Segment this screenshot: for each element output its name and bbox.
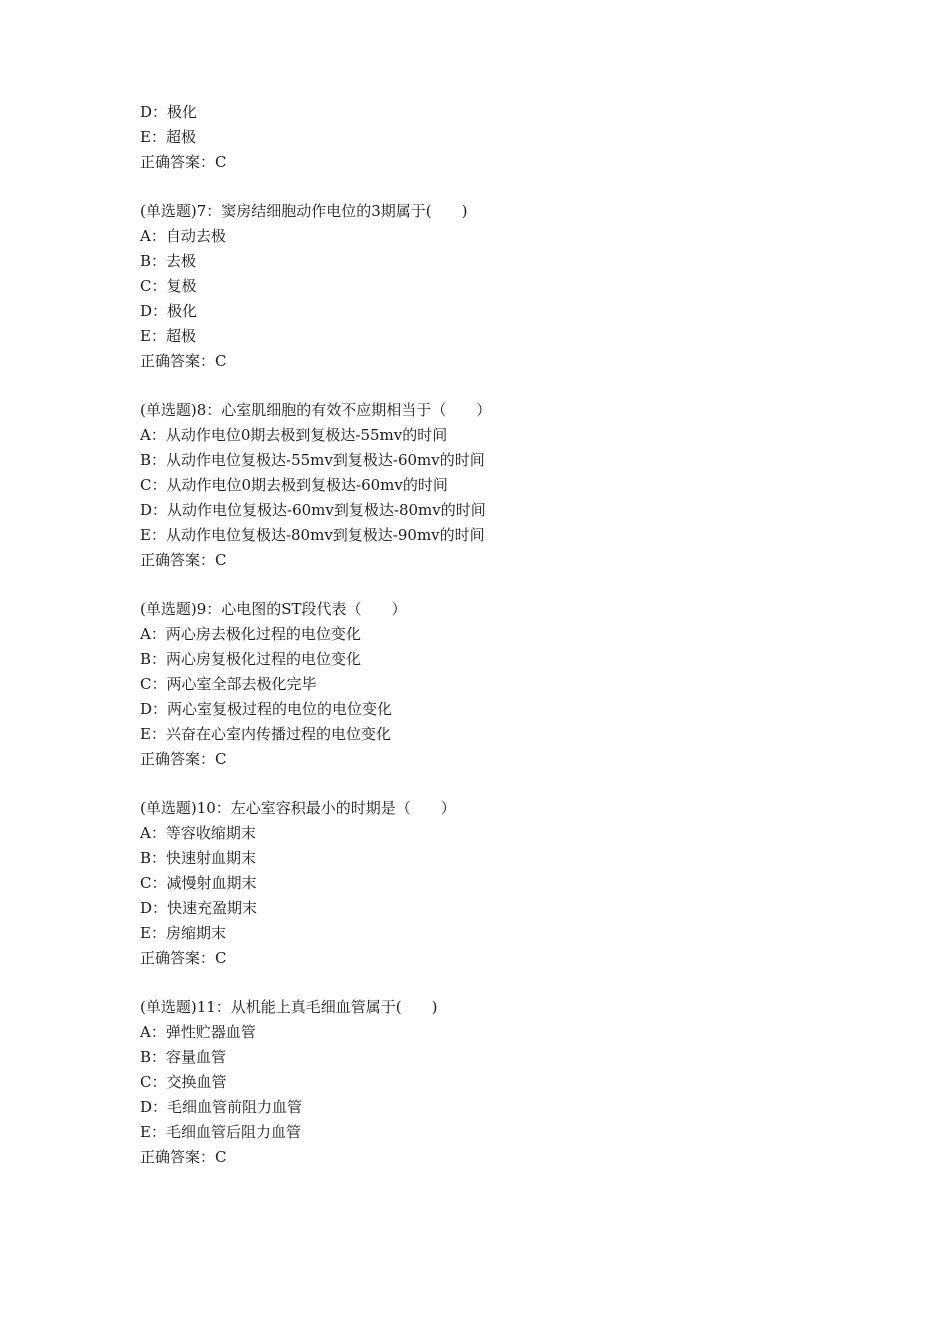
option-c: C：减慢射血期末 bbox=[140, 874, 257, 892]
spacer bbox=[140, 772, 840, 796]
option-a: A：两心房去极化过程的电位变化 bbox=[140, 625, 361, 643]
option-d: D：极化 bbox=[140, 302, 198, 320]
option-e: E：超极 bbox=[140, 128, 196, 146]
option-a: A：自动去极 bbox=[140, 227, 226, 245]
answer-line: 正确答案：C bbox=[140, 153, 227, 171]
spacer bbox=[140, 175, 840, 199]
option-b: B：两心房复极化过程的电位变化 bbox=[140, 650, 362, 668]
question-stem: (单选题)9：心电图的ST段代表（ ） bbox=[140, 600, 407, 618]
answer-line: 正确答案：C bbox=[140, 352, 227, 370]
option-e: E：兴奋在心室内传播过程的电位变化 bbox=[140, 725, 391, 743]
question-block-10 bbox=[140, 796, 840, 971]
option-a: A：弹性贮器血管 bbox=[140, 1023, 256, 1041]
option-b: B：容量血管 bbox=[140, 1048, 227, 1066]
option-c: C：交换血管 bbox=[140, 1073, 227, 1091]
option-b: B：从动作电位复极达-55mv到复极达-60mv的时间 bbox=[140, 451, 485, 469]
option-d: D：快速充盈期末 bbox=[140, 899, 258, 917]
option-c: C：从动作电位0期去极到复极达-60mv的时间 bbox=[140, 476, 448, 494]
option-d: D：极化 bbox=[140, 103, 198, 121]
question-block-9 bbox=[140, 597, 840, 772]
answer-line: 正确答案：C bbox=[140, 949, 227, 967]
answer-line: 正确答案：C bbox=[140, 750, 227, 768]
answer-line: 正确答案：C bbox=[140, 551, 227, 569]
option-e: E：毛细血管后阻力血管 bbox=[140, 1123, 301, 1141]
spacer bbox=[140, 573, 840, 597]
document-page bbox=[140, 100, 840, 1170]
question-block-8 bbox=[140, 398, 840, 573]
question-stem: (单选题)11：从机能上真毛细血管属于( ) bbox=[140, 998, 438, 1016]
option-e: E：超极 bbox=[140, 327, 196, 345]
option-b: B：快速射血期末 bbox=[140, 849, 257, 867]
question-stem: (单选题)8：心室肌细胞的有效不应期相当于（ ） bbox=[140, 401, 492, 419]
spacer bbox=[140, 971, 840, 995]
option-c: C：复极 bbox=[140, 277, 197, 295]
spacer bbox=[140, 374, 840, 398]
option-d: D：从动作电位复极达-60mv到复极达-80mv的时间 bbox=[140, 501, 486, 519]
option-e: E：从动作电位复极达-80mv到复极达-90mv的时间 bbox=[140, 526, 485, 544]
option-d: D：两心室复极过程的电位的电位变化 bbox=[140, 700, 393, 718]
question-block-11 bbox=[140, 995, 840, 1170]
option-a: A：等容收缩期末 bbox=[140, 824, 256, 842]
answer-line: 正确答案：C bbox=[140, 1148, 227, 1166]
option-e: E：房缩期末 bbox=[140, 924, 226, 942]
intro-block bbox=[140, 100, 840, 175]
option-a: A：从动作电位0期去极到复极达-55mv的时间 bbox=[140, 426, 448, 444]
question-stem: (单选题)10：左心室容积最小的时期是（ ） bbox=[140, 799, 456, 817]
option-b: B：去极 bbox=[140, 252, 197, 270]
question-block-7 bbox=[140, 199, 840, 374]
option-c: C：两心室全部去极化完毕 bbox=[140, 675, 317, 693]
question-stem: (单选题)7：窦房结细胞动作电位的3期属于( ) bbox=[140, 202, 468, 220]
option-d: D：毛细血管前阻力血管 bbox=[140, 1098, 303, 1116]
